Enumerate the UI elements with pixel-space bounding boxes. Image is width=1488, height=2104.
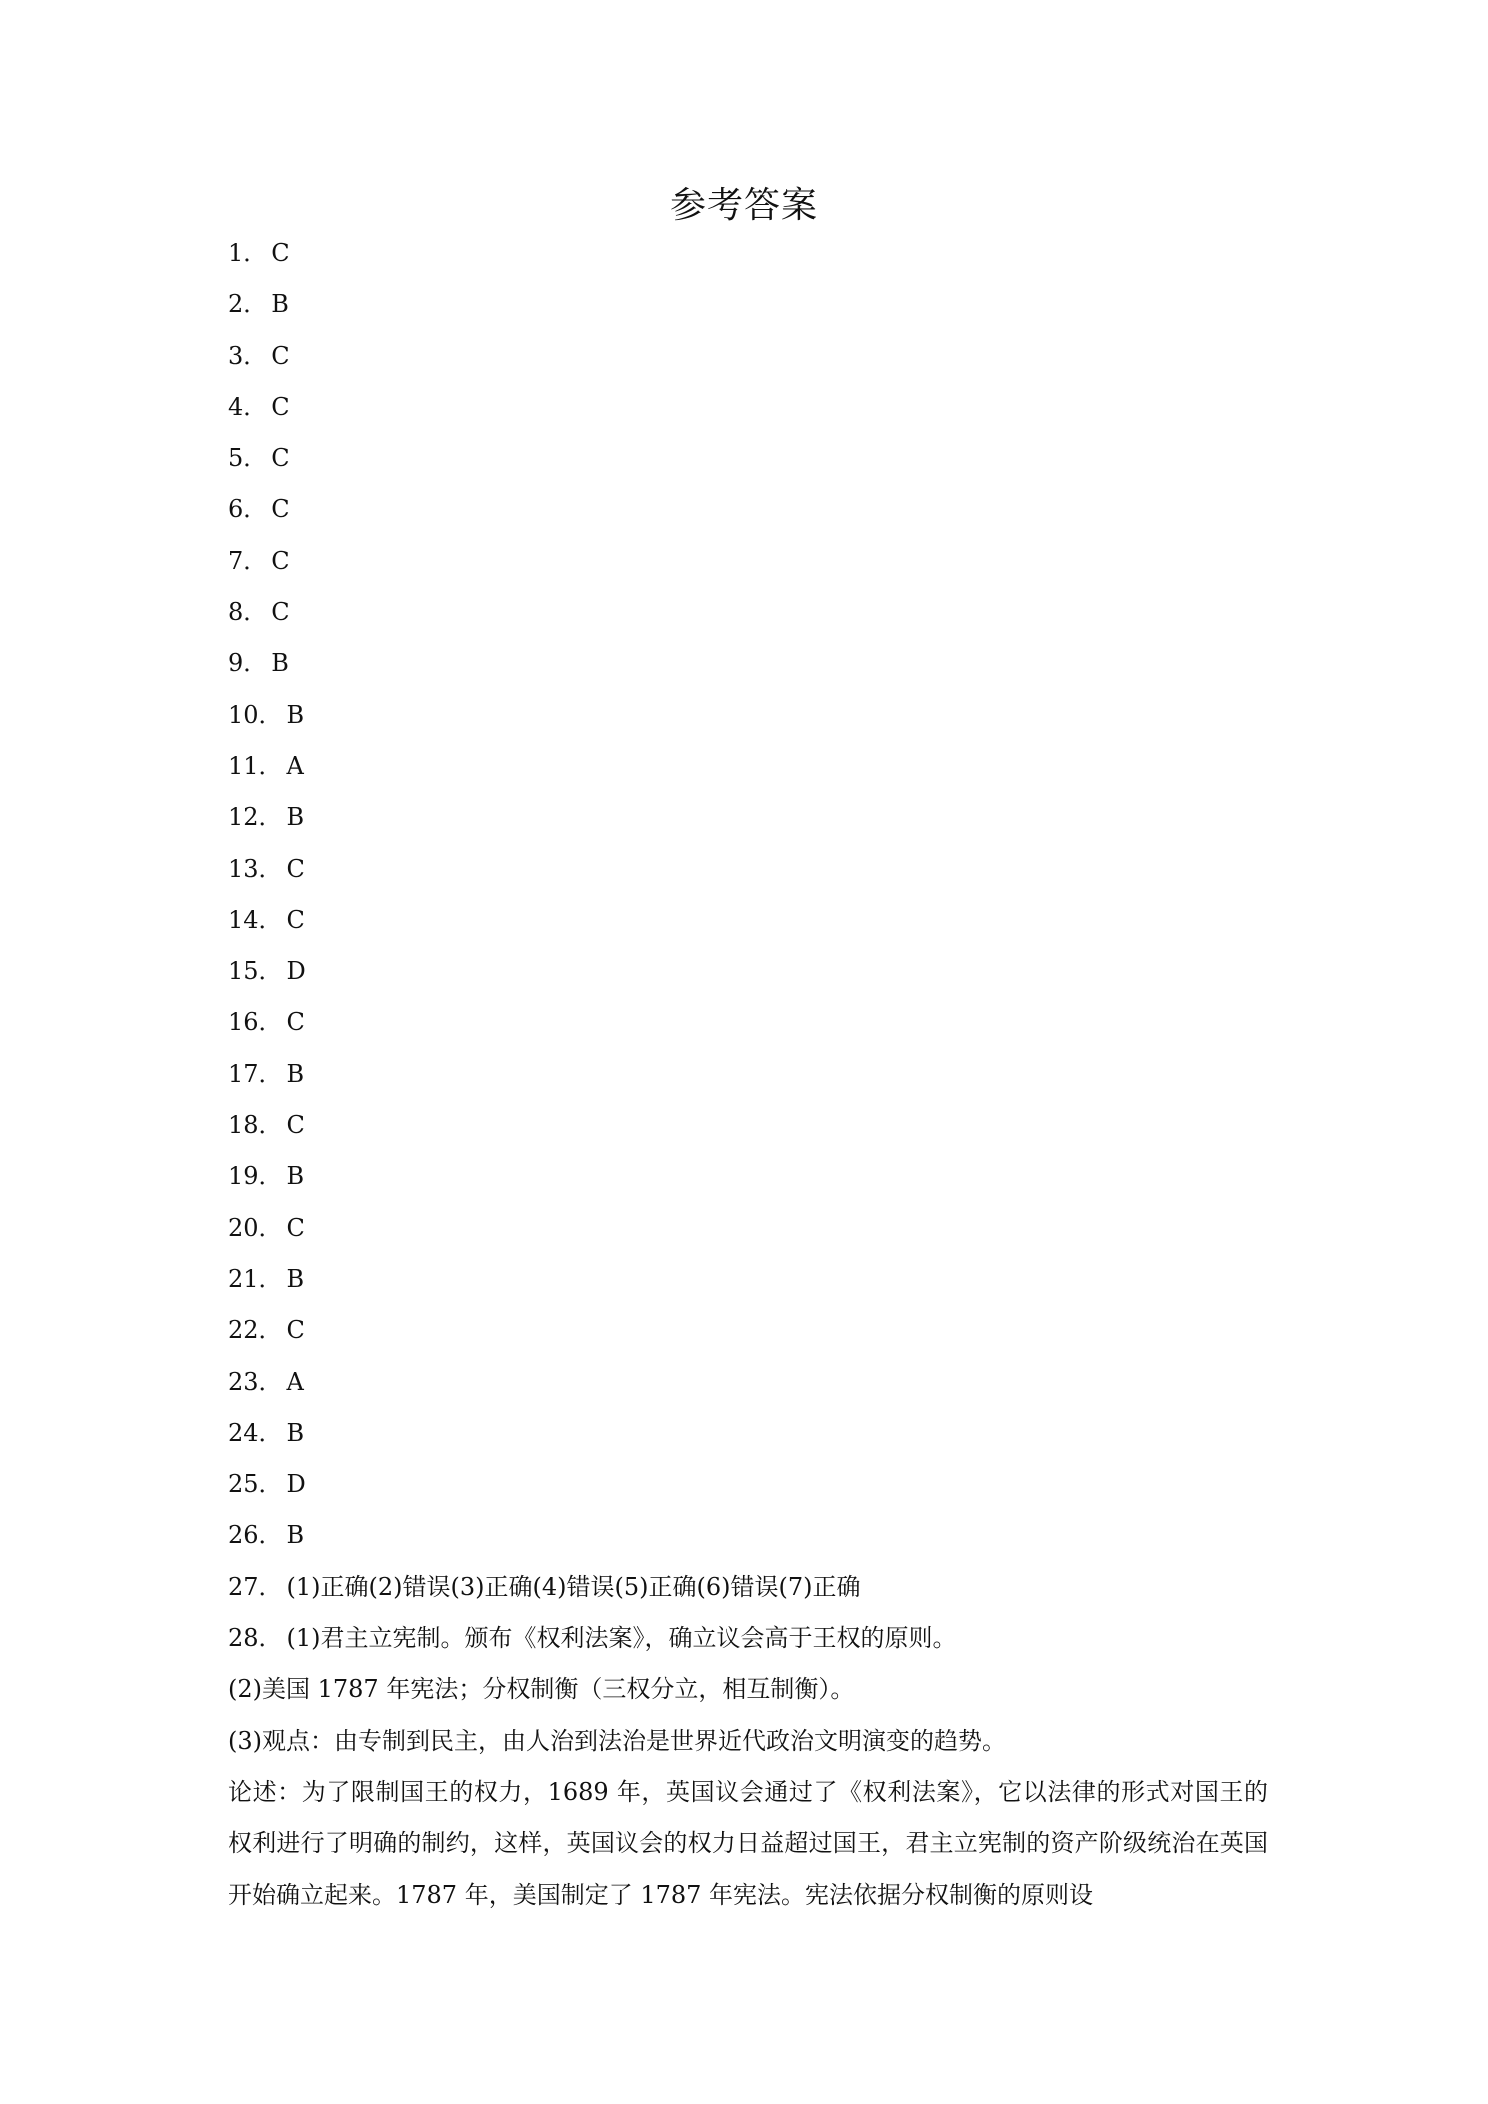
list-item: [228, 1613, 1268, 1664]
answer-text: C: [286, 1213, 305, 1242]
answer-text: B: [286, 700, 305, 729]
answer-text: B: [286, 803, 305, 832]
answer-text: B: [286, 1521, 305, 1550]
answer-text: C: [286, 1111, 305, 1140]
answer-text: B: [271, 649, 289, 678]
answer-text: C: [286, 854, 305, 883]
list-item: [228, 484, 1268, 535]
question-number: 22 ．: [228, 1316, 283, 1344]
list-item: [228, 997, 1268, 1048]
answer-text: A: [286, 751, 304, 780]
list-item: [228, 741, 1268, 792]
answer-text: D: [286, 957, 306, 986]
list-item: [228, 1254, 1268, 1305]
list-item: [228, 638, 1268, 689]
list-item: [228, 279, 1268, 330]
question-number: 7 ．: [228, 547, 267, 575]
question-number: 2 ．: [228, 290, 267, 318]
list-item: [228, 382, 1268, 433]
question-number: 13 ．: [228, 855, 283, 883]
question-number: 28 ．: [228, 1624, 283, 1652]
list-item: [228, 1203, 1268, 1254]
answer-text: C: [286, 905, 305, 934]
list-item: [228, 228, 1268, 279]
answer-text: (1)君主立宪制。颁布《权利法案》，确立议会高于王权的原则。: [286, 1624, 957, 1653]
list-item: [228, 690, 1268, 741]
question-number: 24 ．: [228, 1419, 283, 1447]
list-item: [228, 1049, 1268, 1100]
answer-text: B: [271, 290, 289, 319]
list-item: [228, 1459, 1268, 1510]
answer-text: C: [271, 392, 290, 421]
answer-text: C: [271, 239, 290, 267]
answer-list: [228, 228, 1268, 1921]
question-number: 25 ．: [228, 1470, 283, 1498]
question-number: 14 ．: [228, 906, 283, 934]
answer-text: B: [286, 1264, 305, 1293]
question-number: 26 ．: [228, 1521, 283, 1549]
answer-text: C: [271, 495, 290, 524]
q28-part2: (2)美国 1787 年宪法；分权制衡（三权分立，相互制衡）。: [228, 1675, 855, 1704]
question-number: 10 ．: [228, 701, 283, 729]
question-number: 12 ．: [228, 803, 283, 831]
answer-text: A: [286, 1367, 304, 1396]
question-number: 6 ．: [228, 495, 267, 523]
answer-text: C: [271, 341, 290, 370]
list-item: [228, 536, 1268, 587]
list-item: [228, 433, 1268, 484]
list-item: [228, 331, 1268, 382]
question-number: 5 ．: [228, 444, 267, 472]
list-item: [228, 587, 1268, 638]
answer-text: C: [271, 598, 290, 627]
question-number: 16 ．: [228, 1008, 283, 1036]
list-item: [228, 1305, 1268, 1356]
question-number: 1 ．: [228, 239, 267, 267]
list-item: [228, 844, 1268, 895]
page-title: 参考答案: [669, 185, 818, 226]
list-item: [228, 792, 1268, 843]
answer-text: (1)正确(2)错误(3)正确(4)错误(5)正确(6)错误(7)正确: [286, 1572, 861, 1601]
question-number: 27 ．: [228, 1573, 283, 1601]
question-number: 3 ．: [228, 342, 267, 370]
list-item: [228, 895, 1268, 946]
question-number: 19 ．: [228, 1162, 283, 1190]
question-number: 20 ．: [228, 1214, 283, 1242]
list-item: [228, 1510, 1268, 1561]
answer-text: C: [286, 1316, 305, 1345]
list-item: [228, 1151, 1268, 1202]
question-number: 23 ．: [228, 1368, 283, 1396]
question-number: 21 ．: [228, 1265, 283, 1293]
question-number: 18 ．: [228, 1111, 283, 1139]
question-number: 17 ．: [228, 1060, 283, 1088]
question-number: 15 ．: [228, 957, 283, 985]
list-item: [228, 1357, 1268, 1408]
question-number: 9 ．: [228, 649, 267, 677]
answer-text: B: [286, 1059, 305, 1088]
q28-discussion: 论述：为了限制国王的权力，1689 年，英国议会通过了《权利法案》，它以法律的形式对国王的权利进行了明确的制约，这样，英国议会的权力日益超过国王，君主立宪制的资产阶级统治在英国开始确立起来。1787 年，美国制定了 1787 年宪法。宪法依据分权制衡的原则设: [228, 1777, 1268, 1909]
question-number: 4 ．: [228, 393, 267, 421]
question-number: 8 ．: [228, 598, 267, 626]
answer-text: D: [286, 1470, 306, 1499]
answer-text: B: [286, 1418, 305, 1447]
answer-text: B: [286, 1162, 305, 1191]
q28-part3: (3)观点：由专制到民主，由人治到法治是世界近代政治文明演变的趋势。: [228, 1726, 1006, 1755]
list-item: [228, 1562, 1268, 1613]
question-number: 11 ．: [228, 752, 283, 780]
answer-text: C: [271, 546, 290, 575]
answer-text: C: [286, 1008, 305, 1037]
list-item: [228, 946, 1268, 997]
list-item: [228, 1408, 1268, 1459]
answer-text: C: [271, 444, 290, 473]
list-item: [228, 1100, 1268, 1151]
